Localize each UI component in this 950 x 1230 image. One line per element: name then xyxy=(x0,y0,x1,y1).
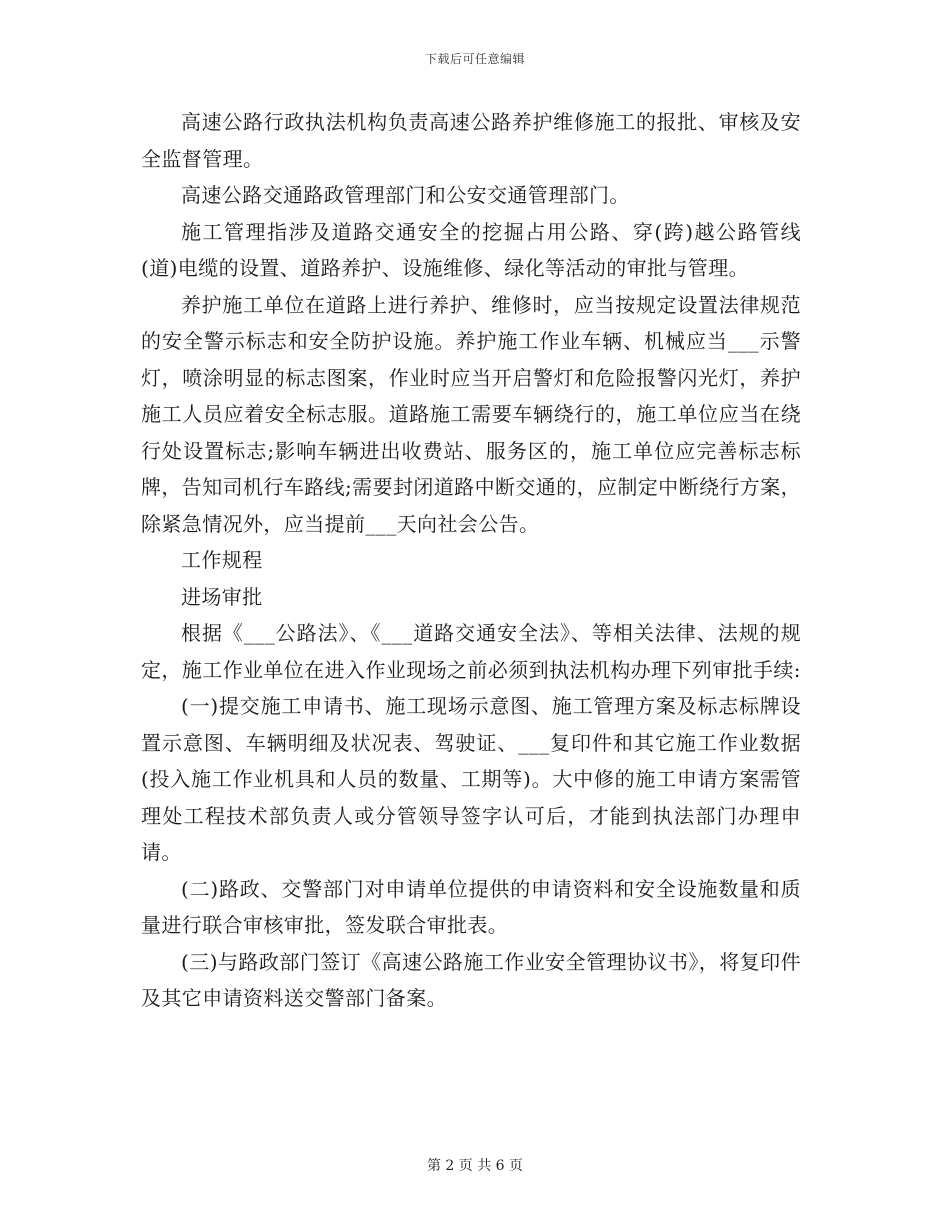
paragraph-departments: 高速公路交通路政管理部门和公安交通管理部门。 xyxy=(181,183,630,207)
paragraph-item-2: (二)路政、交警部门对申请单位提供的申请资料和安全设施数量和质量进行联合审核审批，签发联合审批表。 xyxy=(141,876,801,937)
page-number: 第 2 页 共 6 页 xyxy=(426,1158,524,1174)
document-body xyxy=(141,104,801,1017)
paragraph-responsibility: 高速公路行政执法机构负责高速公路养护维修施工的报批、审核及安全监督管理。 xyxy=(141,110,801,171)
page-header: 下载后可任意编辑 xyxy=(424,52,525,66)
paragraph-legal-basis: 根据《___公路法》、《___道路交通安全法》、等相关法律、法规的规定，施工作业单位在进入作业现场之前必须到执法机构办理下列审批手续: xyxy=(141,621,801,682)
section-heading-entry-approval: 进场审批 xyxy=(181,584,263,609)
section-heading-work-procedure: 工作规程 xyxy=(181,548,263,572)
paragraph-item-1: (一)提交施工申请书、施工现场示意图、施工管理方案及标志标牌设置示意图、车辆明细及状况表、驾驶证、___复印件和其它施工作业数据(投入施工作业机具和人员的数量、工期等)。大中修的施工申请方案需管理处工程技术部负责人或分管领导签字认可后，才能到执法部门办理申请。 xyxy=(141,694,801,864)
paragraph-item-3: (三)与路政部门签订《高速公路施工作业安全管理协议书》，将复印件及其它申请资料送交警部门备案。 xyxy=(141,949,801,1010)
paragraph-maintenance-safety: 养护施工单位在道路上进行养护、维修时，应当按规定设置法律规范的安全警示标志和安全防护设施。养护施工作业车辆、机械应当___示警灯，喷涂明显的标志图案，作业时应当开启警灯和危险报警闪光灯，养护施工人员应着安全标志服。道路施工需要车辆绕行的，施工单位应当在绕行处设置标志;影响车辆进出收费站、服务区的，施工单位应完善标志标牌，告知司机行车路线;需要封闭道路中断交通的，应制定中断绕行方案，除紧急情况外，应当提前___天向社会公告。 xyxy=(141,292,801,536)
paragraph-construction-management: 施工管理指涉及道路交通安全的挖掘占用公路、穿(跨)越公路管线(道)电缆的设置、道路养护、设施维修、绿化等活动的审批与管理。 xyxy=(141,219,801,280)
